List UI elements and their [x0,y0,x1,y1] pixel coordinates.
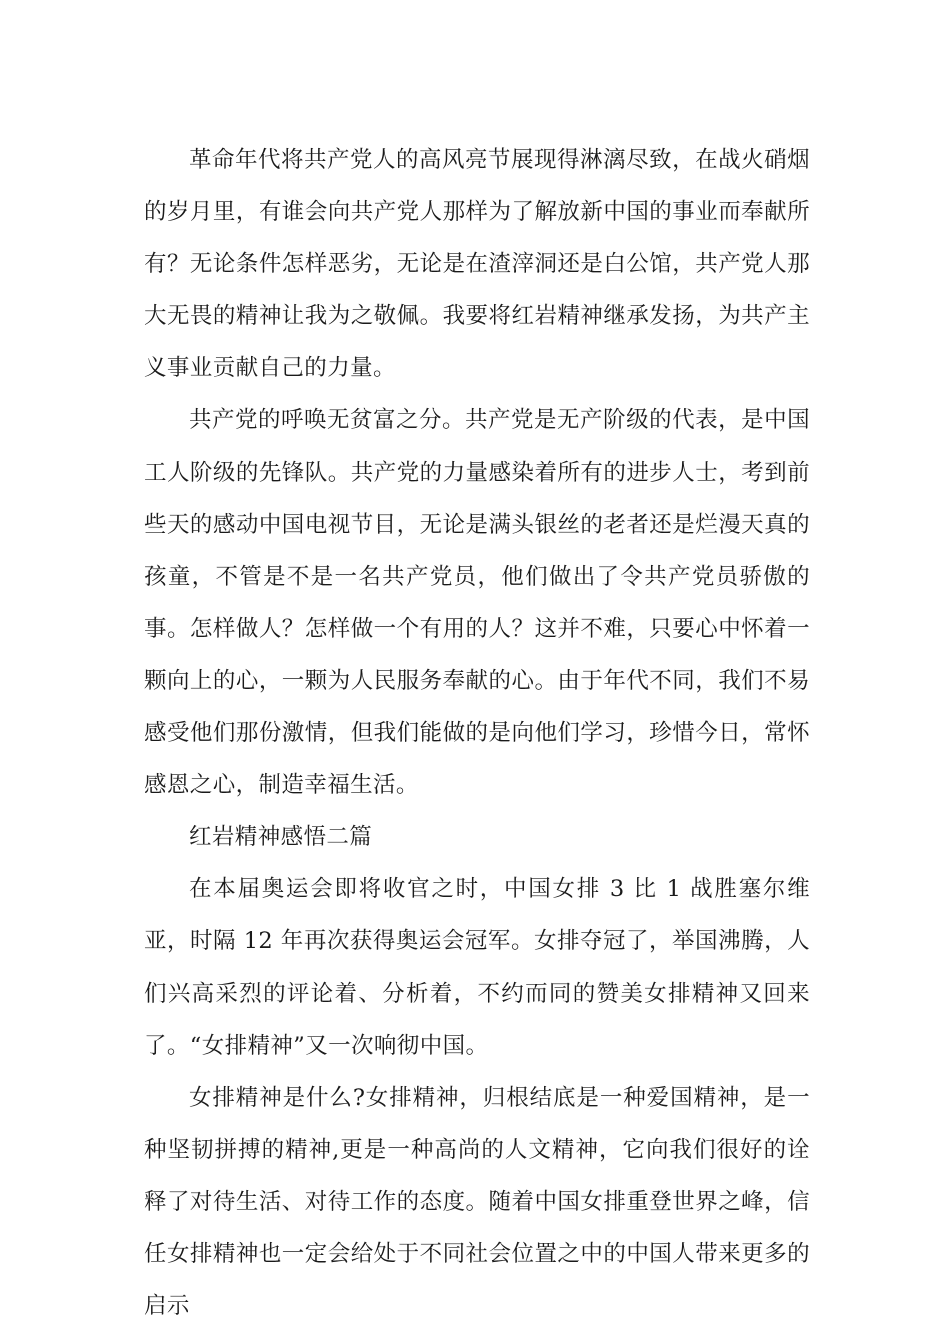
section-title: 红岩精神感悟二篇 [189,824,373,851]
document-body [144,134,810,1332]
paragraph-2: 共产党的呼唤无贫富之分。共产党是无产阶级的代表，是中国工人阶级的先锋队。共产党的力量感染着所有的进步人士，考到前些天的感动中国电视节目，无论是满头银丝的老者还是烂漫天真的孩童，不管是不是一名共产党员，他们做出了令共产党员骄傲的事。怎样做人？怎样做一个有用的人？这并不难，只要心中怀着一颗向上的心，一颗为人民服务奉献的心。由于年代不同，我们不易感受他们那份激情，但我们能做的是向他们学习，珍惜今日，常怀感恩之心，制造幸福生活。 [144,407,810,799]
paragraph-1: 革命年代将共产党人的高风亮节展现得淋漓尽致，在战火硝烟的岁月里，有谁会向共产党人那样为了解放新中国的事业而奉献所有？无论条件怎样恶劣，无论是在渣滓洞还是白公馆，共产党人那大无畏的精神让我为之敬佩。我要将红岩精神继承发扬，为共产主义事业贡献自己的力量。 [144,147,810,382]
paragraph-3: 在本届奥运会即将收官之时，中国女排 3 比 1 战胜塞尔维亚，时隔 12 年再次获得奥运会冠军。女排夺冠了，举国沸腾，人们兴高采烈的评论着、分析着，不约而同的赞美女排精神又回来了。“女排精神”又一次响彻中国。 [144,876,810,1059]
paragraph-4: 女排精神是什么?女排精神，归根结底是一种爱国精神，是一种坚韧拼搏的精神,更是一种高尚的人文精神，它向我们很好的诠释了对待生活、对待工作的态度。随着中国女排重登世界之峰，信任女排精神也一定会给处于不同社会位置之中的中国人带来更多的启示 [144,1084,810,1320]
